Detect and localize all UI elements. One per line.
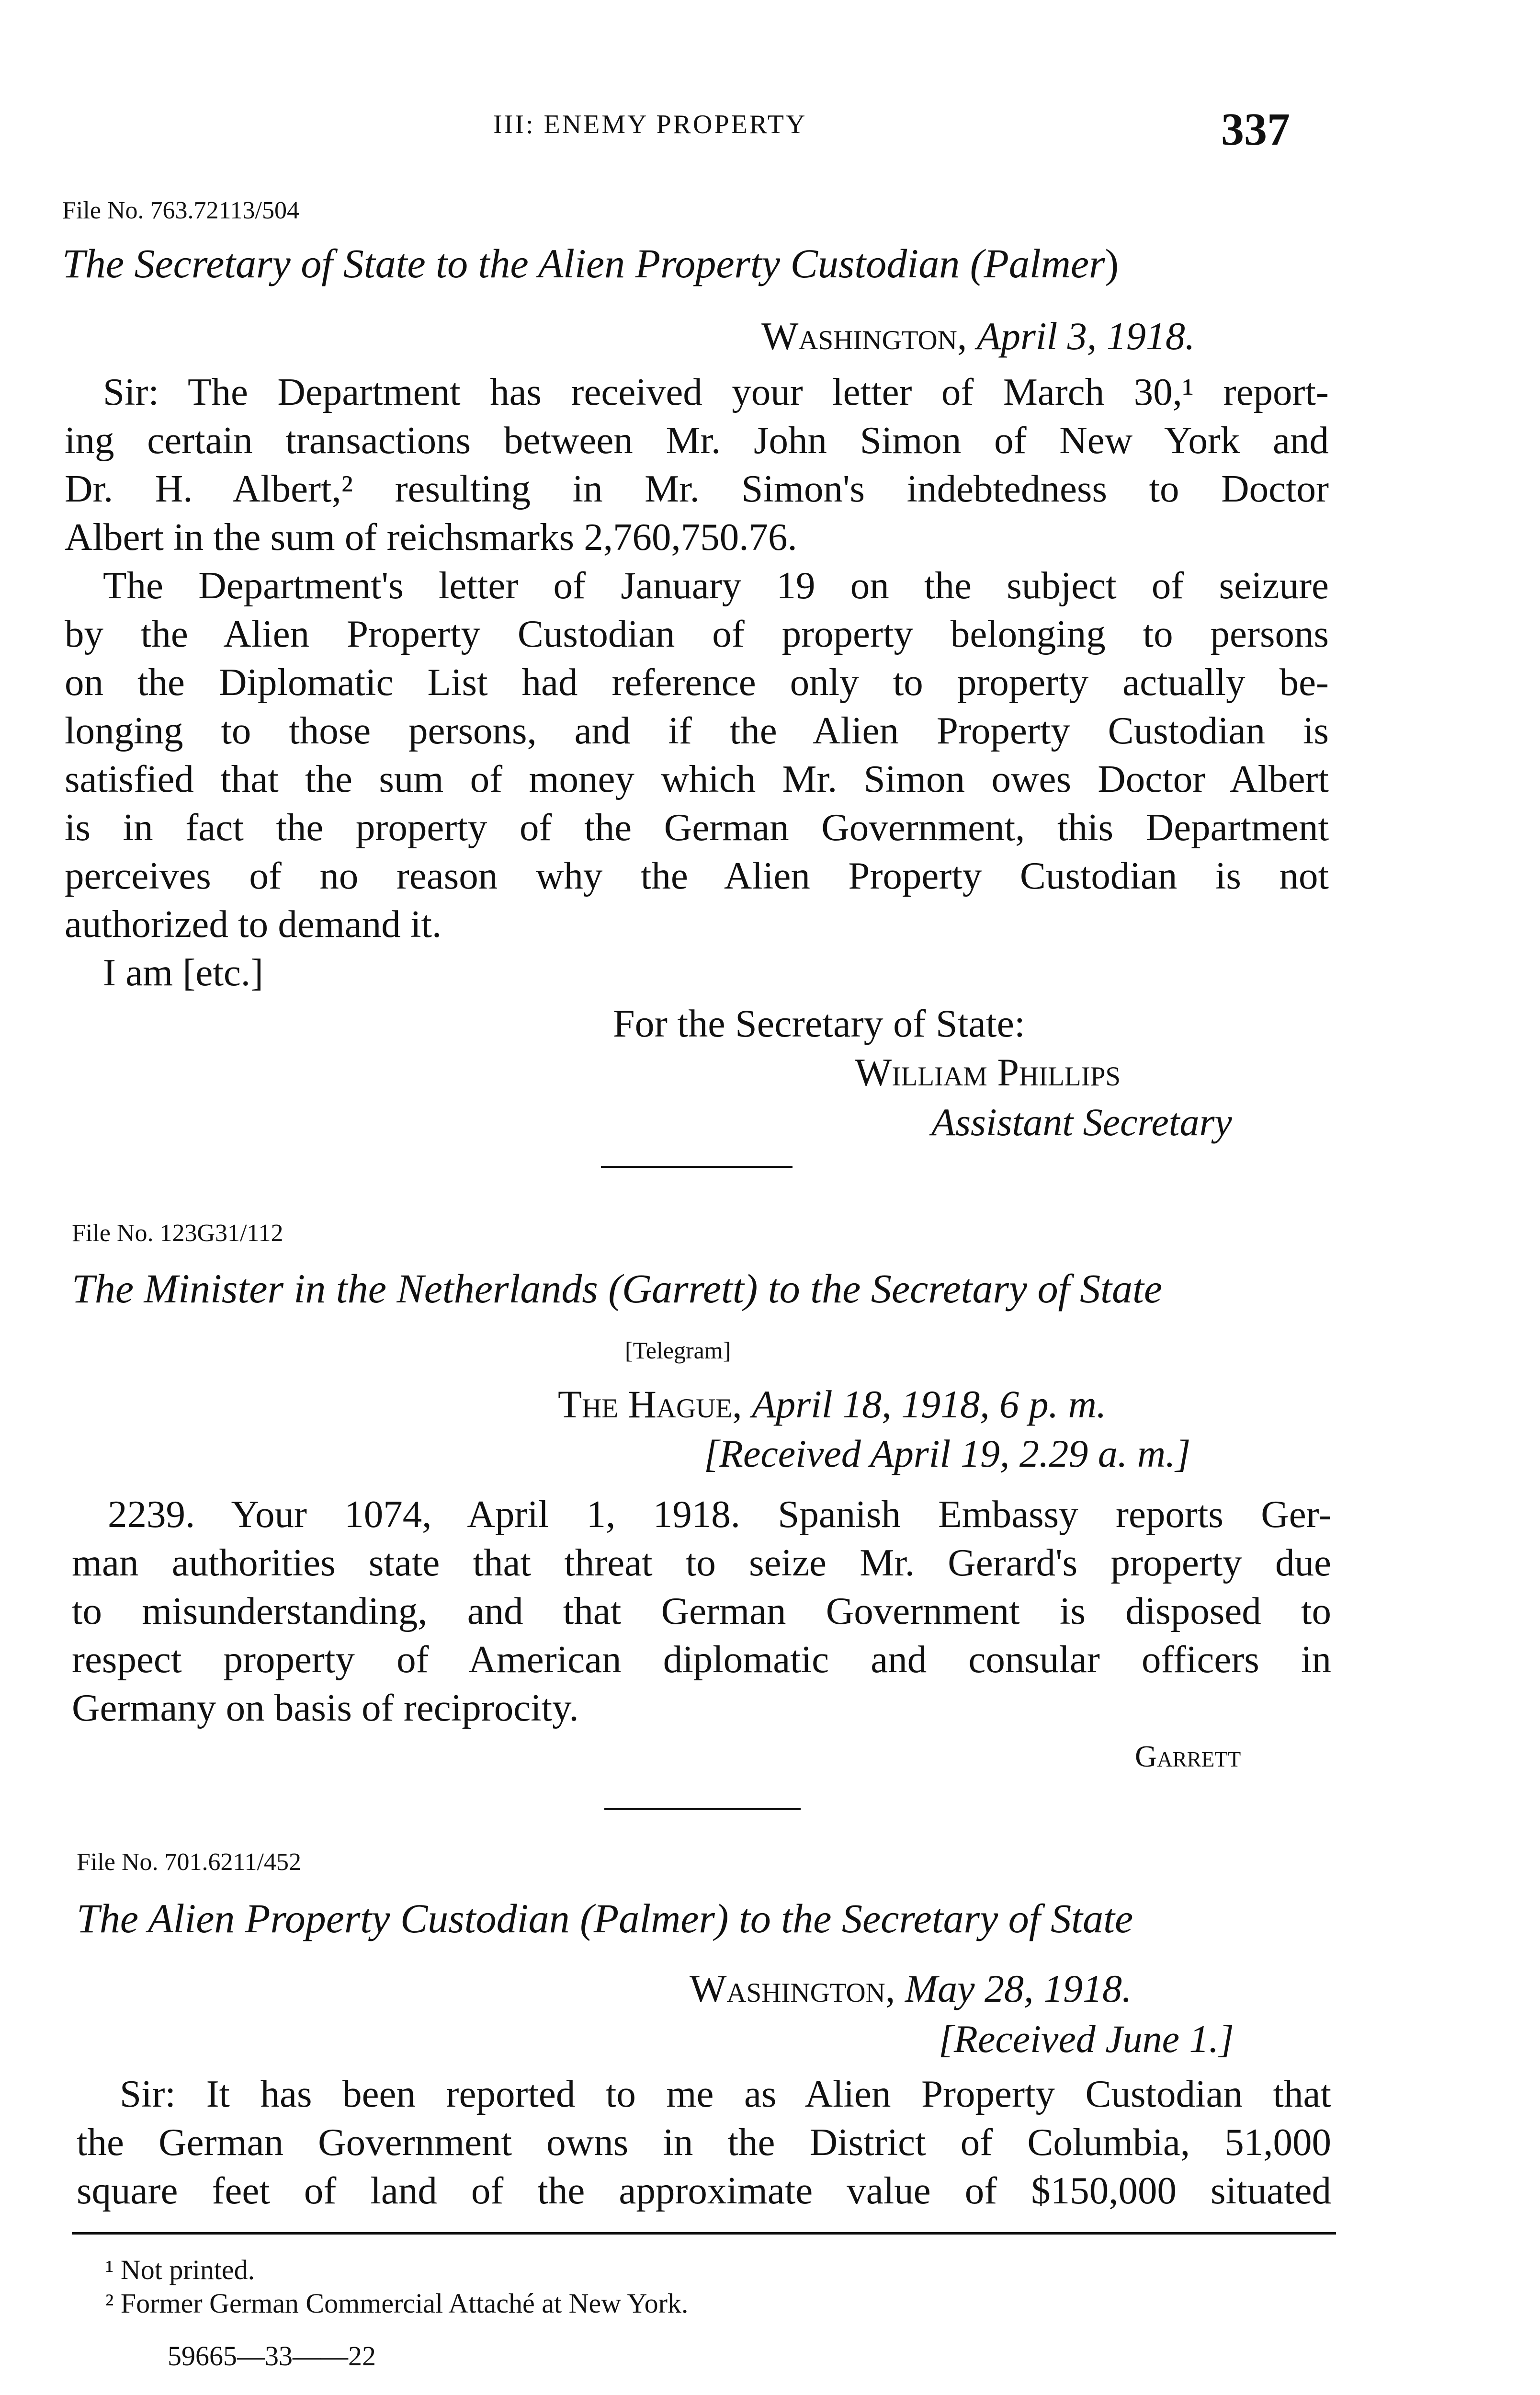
dateline-place: The Hague,	[558, 1382, 742, 1426]
body-line: longing to those persons, and if the Alien Property Custodian is	[65, 709, 1329, 752]
body-line: respect property of American diplomatic and consular officers in	[72, 1638, 1331, 1681]
dateline	[761, 314, 1195, 359]
signer-name: Garrett	[1135, 1739, 1241, 1773]
body-line: Albert in the sum of reichsmarks 2,760,750.76.	[65, 515, 797, 559]
body-line: Germany on basis of reciprocity.	[72, 1686, 579, 1729]
body-line: I am [etc.]	[103, 951, 264, 994]
telegram-label: [Telegram]	[625, 1337, 731, 1364]
telegram-heading: The Minister in the Netherlands (Garrett) to the Secretary of State	[72, 1266, 1163, 1312]
received-note: [Received April 19, 2.29 a. m.]	[704, 1432, 1191, 1475]
file-number: File No. 701.6211/452	[77, 1848, 301, 1876]
signer-title: Assistant Secretary	[931, 1100, 1232, 1144]
signer-name: William Phillips	[855, 1050, 1121, 1094]
body-line: Sir: The Department has received your letter of March 30,¹ report-	[103, 370, 1329, 413]
body-line: square feet of land of the approximate value of $150,000 situated	[77, 2169, 1331, 2212]
section-divider	[601, 1166, 793, 1168]
heading-text: The Secretary of State to the Alien Property Custodian (	[62, 240, 984, 286]
dateline	[558, 1382, 1106, 1427]
body-line: ing certain transactions between Mr. John Simon of New York and	[65, 419, 1329, 462]
letter-heading: The Alien Property Custodian (Palmer) to the Secretary of State	[77, 1895, 1133, 1941]
print-code: 59665—33——22	[168, 2340, 376, 2372]
heading-close: )	[1105, 240, 1119, 286]
body-line: The Department's letter of January 19 on the subject of seizure	[103, 564, 1329, 607]
body-line: by the Alien Property Custodian of property belonging to persons	[65, 612, 1329, 655]
page-number: 337	[1221, 103, 1290, 155]
footnote-1: ¹ Not printed.	[105, 2254, 255, 2285]
dateline-date: May 28, 1918.	[905, 1967, 1132, 2010]
body-line: Dr. H. Albert,² resulting in Mr. Simon's indebtedness to Doctor	[65, 467, 1329, 510]
body-line: man authorities state that threat to seize Mr. Gerard's property due	[72, 1541, 1331, 1584]
running-head: III: ENEMY PROPERTY	[493, 110, 807, 139]
body-line: satisfied that the sum of money which Mr. Simon owes Doctor Albert	[65, 757, 1329, 800]
body-line: perceives of no reason why the Alien Property Custodian is not	[65, 854, 1329, 897]
dateline	[690, 1966, 1132, 2011]
footnote-rule	[72, 2232, 1336, 2235]
file-number: File No. 763.72113/504	[62, 197, 299, 224]
dateline-date: April 18, 1918, 6 p. m.	[752, 1382, 1107, 1426]
section-divider	[604, 1808, 801, 1810]
body-line: to misunderstanding, and that German Government is disposed to	[72, 1589, 1331, 1632]
signoff: For the Secretary of State:	[613, 1002, 1025, 1045]
body-line: on the Diplomatic List had reference only to property actually be-	[65, 661, 1329, 704]
body-line: is in fact the property of the German Government, this Department	[65, 806, 1329, 849]
received-note: [Received June 1.]	[939, 2017, 1234, 2061]
body-line: Sir: It has been reported to me as Alien Property Custodian that	[120, 2072, 1331, 2115]
letter-heading	[62, 240, 1119, 287]
body-line: the German Government owns in the District of Columbia, 51,000	[77, 2121, 1331, 2164]
body-line: 2239. Your 1074, April 1, 1918. Spanish Embassy reports Ger-	[108, 1493, 1331, 1536]
dateline-date: April 3, 1918.	[976, 314, 1195, 358]
file-number: File No. 123G31/112	[72, 1220, 283, 1247]
dateline-place: Washington,	[690, 1967, 895, 2010]
dateline-place: Washington,	[761, 314, 967, 358]
footnote-2: ² Former German Commercial Attaché at New York.	[105, 2288, 689, 2319]
body-line: authorized to demand it.	[65, 902, 442, 946]
heading-name: Palmer	[984, 240, 1105, 286]
